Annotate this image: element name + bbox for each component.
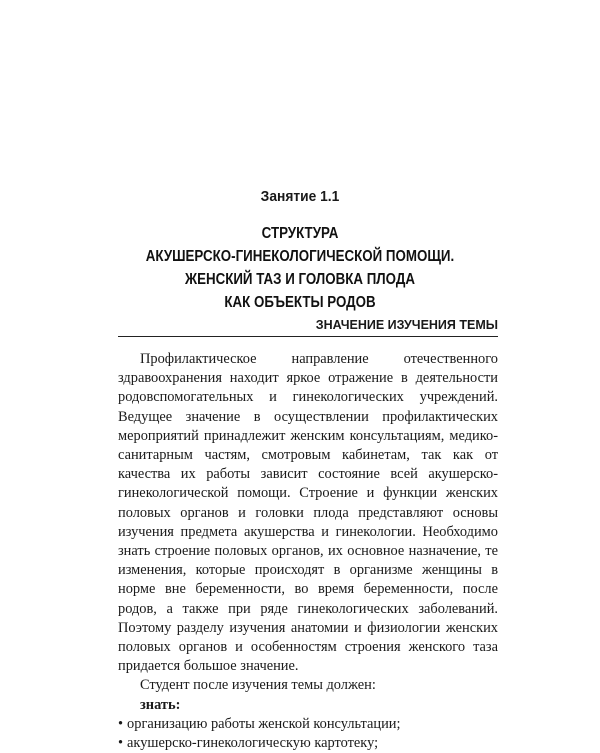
- title-line: СТРУКТУРА: [261, 225, 339, 242]
- know-label: знать:: [140, 696, 181, 713]
- list-item-text: организацию работы женской консультации;: [127, 715, 401, 732]
- list-item: [118, 734, 498, 753]
- intro-paragraph: Профилактическое направление отечественного здравоохранения находит яркое отражение в деятельности родовспомогательных и гинекологических учреждений. Ведущее значение в осуществлении профилактических мероприятий принадлежит женским консультациям, медико-санитарным частям, смотровым кабинетам, так как от качества их работы зависит состояние всей акушерско-гинекологической помощи. Строение и функции женских половых органов и головки плода представляют основы изучения предмета акушерства и гинекологии. Необходимо знать строение половых органов, их основное назначение, те изменения, которые происходят в организме женщины в норме вне беременности, во время беременности, после родов, а также при ряде гинекологических заболеваний. Поэтому разделу изучения анатомии и физиологии женских половых органов и особенностям строения женского таза придается большое значение.: [118, 351, 498, 675]
- list-item: [118, 715, 498, 734]
- list-item-text: акушерско-гинекологическую картотеку;: [127, 735, 379, 752]
- title-line: ЖЕНСКИЙ ТАЗ И ГОЛОВКА ПЛОДА: [185, 271, 415, 288]
- lesson-label: Занятие 1.1: [260, 188, 340, 205]
- section-heading: ЗНАЧЕНИЕ ИЗУЧЕНИЯ ТЕМЫ: [315, 318, 498, 332]
- section-divider: [118, 336, 498, 337]
- bullet-icon: •: [118, 735, 124, 752]
- bullet-icon: •: [118, 715, 124, 732]
- title-line: КАК ОБЪЕКТЫ РОДОВ: [224, 294, 376, 311]
- title-line: АКУШЕРСКО-ГИНЕКОЛОГИЧЕСКОЙ ПОМОЩИ.: [145, 248, 455, 265]
- body-text: [118, 350, 498, 753]
- chapter-title: [42, 222, 558, 314]
- student-line: Студент после изучения темы должен:: [140, 677, 376, 694]
